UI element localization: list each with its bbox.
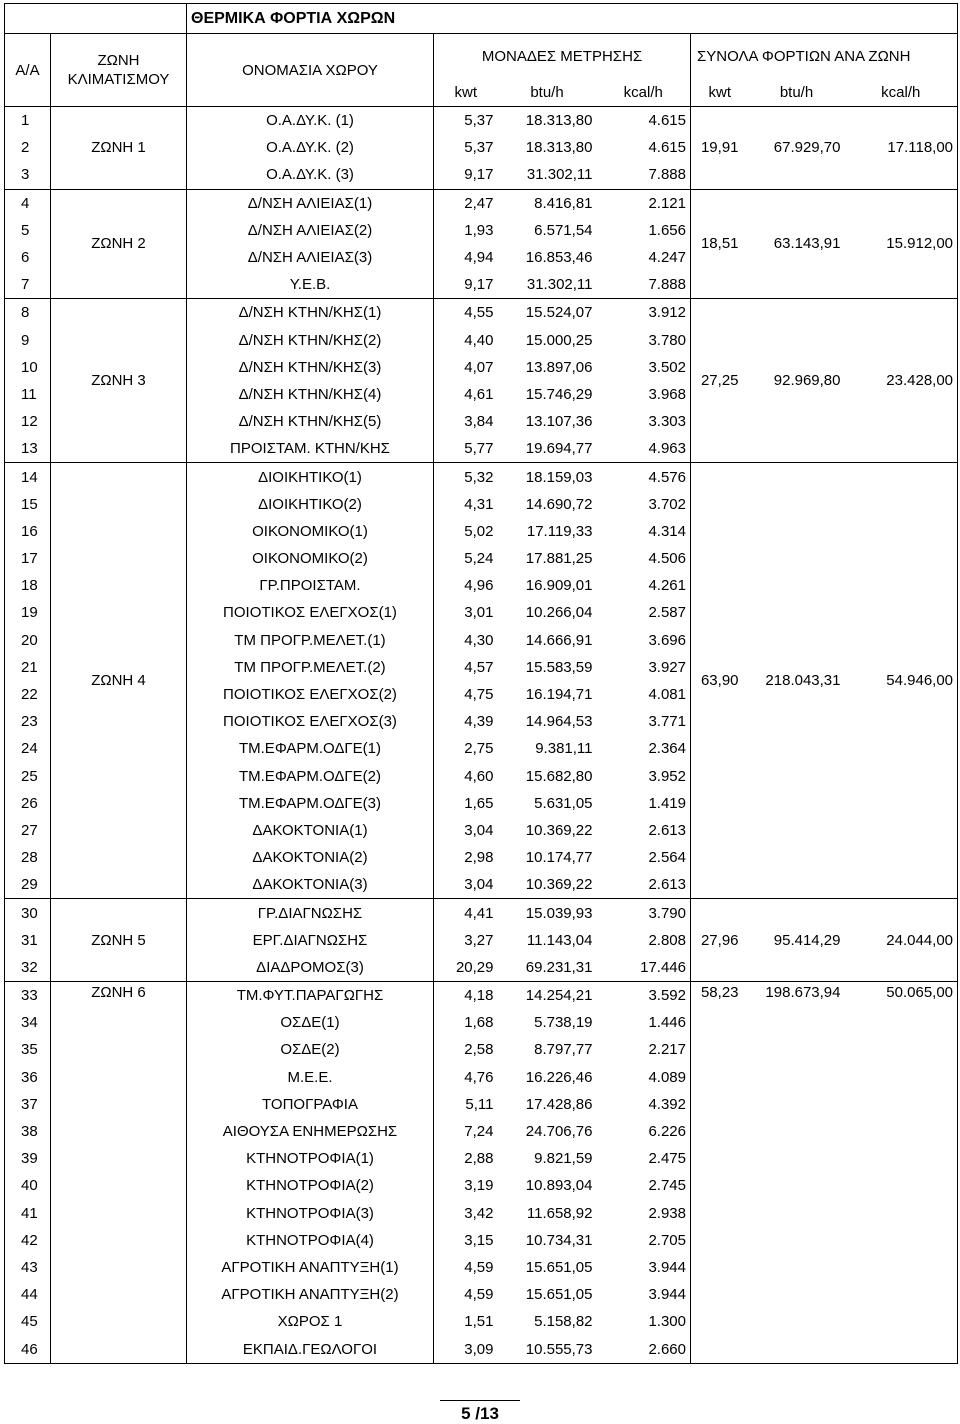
room-kcal: 1.419 [648,794,686,812]
room-btu: 15.583,59 [525,658,593,676]
room-kcal: 2.938 [648,1204,686,1222]
room-name: ΚΤΗΝΟΤΡΟΦΙΑ(1) [187,1145,434,1172]
room-kwt: 3,27 [434,927,498,954]
room-kwt: 4,31 [434,491,498,518]
room-btu: 15.682,80 [525,767,593,785]
row-number: 27 [5,817,51,844]
room-name: ΤΜ ΠΡΟΓΡ.ΜΕΛΕΤ.(1) [187,627,434,654]
zone-label: ΖΩΝΗ 1 [51,107,187,190]
room-name: ΤΜ.ΕΦΑΡΜ.ΟΔΓΕ(3) [187,790,434,817]
zone-total-kcal: 54.946,00 [845,463,958,899]
room-btu: 31.302,11 [526,276,593,294]
header-total-kwt: kwt [691,79,749,107]
row-number: 14 [5,463,51,491]
zone-total-kwt: 18,51 [691,189,749,299]
room-kwt: 1,65 [434,790,498,817]
row-number: 26 [5,790,51,817]
room-kcal: 4.261 [648,577,686,595]
room-name: ΚΤΗΝΟΤΡΟΦΙΑ(4) [187,1227,434,1254]
room-kcal: 2.705 [648,1231,686,1249]
room-kcal: 3.952 [648,767,686,785]
room-btu: 15.000,25 [525,331,593,349]
room-btu: 9.821,59 [534,1150,593,1168]
room-name: Ο.Α.ΔΥ.Κ. (2) [187,134,434,161]
room-name: ΔΑΚΟΚΤΟΝΙΑ(1) [187,817,434,844]
zone-label: ΖΩΝΗ 2 [51,189,187,299]
room-kwt: 5,32 [434,463,498,491]
room-kwt: 4,40 [434,327,498,354]
room-kcal: 3.502 [648,358,686,376]
room-btu: 14.666,91 [525,631,593,649]
room-btu: 10.734,31 [525,1231,593,1249]
room-btu: 15.651,05 [525,1286,593,1304]
room-kwt: 2,58 [434,1036,498,1063]
room-kwt: 4,41 [434,899,498,927]
room-btu: 17.428,86 [525,1095,593,1113]
row-number: 5 [5,217,51,244]
room-name: ΤΜ.ΕΦΑΡΜ.ΟΔΓΕ(1) [187,735,434,762]
room-kwt: 4,96 [434,572,498,599]
room-btu: 8.416,81 [498,189,597,217]
room-kcal: 4.963 [648,440,686,458]
room-kwt: 4,76 [434,1064,498,1091]
room-kcal: 3.780 [648,331,686,349]
row-number: 7 [5,271,51,299]
room-btu: 13.897,06 [525,358,593,376]
room-kcal: 1.656 [648,221,686,239]
room-btu: 17.881,25 [525,550,593,568]
room-name: Ο.Α.ΔΥ.Κ. (3) [187,161,434,189]
room-btu: 8.797,77 [534,1041,593,1059]
table-title: ΘΕΡΜΙΚΑ ΦΟΡΤΙΑ ΧΩΡΩΝ [187,4,958,34]
row-number: 39 [5,1145,51,1172]
room-kwt: 4,94 [434,244,498,271]
room-name: ΧΩΡΟΣ 1 [187,1308,434,1335]
room-btu: 15.039,93 [498,899,597,927]
row-number: 33 [5,982,51,1010]
zone-total-btu: 63.143,91 [749,189,845,299]
room-btu: 16.909,01 [525,577,593,595]
zone-label: ΖΩΝΗ 5 [51,899,187,982]
footer-divider [440,1400,520,1401]
row-number: 22 [5,681,51,708]
zone-total-kwt: 63,90 [691,463,749,899]
row-number: 18 [5,572,51,599]
room-kwt: 4,30 [434,627,498,654]
room-name: ΕΚΠΑΙΔ.ΓΕΩΛΟΓΟΙ [187,1335,434,1363]
room-name: ΤΜ.ΦΥΤ.ΠΑΡΑΓΩΓΗΣ [187,982,434,1010]
room-kwt: 3,01 [434,599,498,626]
room-btu: 14.690,72 [525,495,593,513]
row-number: 21 [5,654,51,681]
header-btu: btu/h [498,79,597,107]
room-btu: 10.266,04 [525,604,593,622]
row-number: 43 [5,1254,51,1281]
room-btu: 18.313,80 [525,139,593,157]
room-name: ΑΙΘΟΥΣΑ ΕΝΗΜΕΡΩΣΗΣ [187,1118,434,1145]
room-kcal: 17.446 [640,958,686,976]
room-kwt: 4,61 [434,381,498,408]
room-kcal: 2.613 [648,821,686,839]
header-kcal: kcal/h [597,79,691,107]
room-name: Δ/ΝΣΗ ΑΛΙΕΙΑΣ(1) [187,189,434,217]
room-btu: 15.651,05 [525,1258,593,1276]
row-number: 8 [5,299,51,327]
room-name: ΟΣΔΕ(2) [187,1036,434,1063]
room-kwt: 20,29 [434,954,498,982]
row-number: 29 [5,871,51,899]
room-kwt: 4,59 [434,1281,498,1308]
row-number: 1 [5,107,51,135]
room-name: ΔΙΟΙΚΗΤΙΚΟ(2) [187,491,434,518]
room-btu: 13.107,36 [525,413,593,431]
room-name: ΕΡΓ.ΔΙΑΓΝΩΣΗΣ [187,927,434,954]
room-name: Υ.Ε.Β. [187,271,434,299]
room-name: ΠΟΙΟΤΙΚΟΣ ΕΛΕΓΧΟΣ(2) [187,681,434,708]
row-number: 19 [5,599,51,626]
room-name: ΔΙΑΔΡΟΜΟΣ(3) [187,954,434,982]
room-btu: 16.226,46 [525,1068,593,1086]
row-number: 44 [5,1281,51,1308]
header-totals: ΣΥΝΟΛΑ ΦΟΡΤΙΩΝ ΑΝΑ ΖΩΝΗ [691,34,958,80]
room-kwt: 5,24 [434,545,498,572]
row-number: 35 [5,1036,51,1063]
room-kwt: 3,09 [434,1335,498,1363]
row-number: 34 [5,1009,51,1036]
row-number: 24 [5,735,51,762]
zone-total-btu: 95.414,29 [749,899,845,982]
zone-total-kcal: 50.065,00 [845,982,958,1364]
room-name: ΟΣΔΕ(1) [187,1009,434,1036]
zone-label: ΖΩΝΗ 6 [51,982,187,1364]
room-kwt: 3,15 [434,1227,498,1254]
room-btu: 24.706,76 [525,1123,593,1141]
room-kwt: 2,98 [434,844,498,871]
row-number: 37 [5,1091,51,1118]
header-units: ΜΟΝΑΔΕΣ ΜΕΤΡΗΣΗΣ [434,34,691,80]
room-kcal: 7.888 [648,276,686,294]
room-kcal: 3.702 [648,495,686,513]
zone-label: ΖΩΝΗ 4 [51,463,187,899]
room-name: Δ/ΝΣΗ ΚΤΗΝ/ΚΗΣ(5) [187,408,434,435]
room-kwt: 1,93 [434,217,498,244]
room-name: ΤΜ ΠΡΟΓΡ.ΜΕΛΕΤ.(2) [187,654,434,681]
room-name: ΑΓΡΟΤΙΚΗ ΑΝΑΠΤΥΞΗ(1) [187,1254,434,1281]
room-kcal: 3.771 [648,713,686,731]
row-number: 28 [5,844,51,871]
room-btu: 16.194,71 [525,686,593,704]
room-kcal: 6.226 [648,1123,686,1141]
row-number: 32 [5,954,51,982]
room-name: ΠΟΙΟΤΙΚΟΣ ΕΛΕΓΧΟΣ(3) [187,708,434,735]
room-kwt: 3,84 [434,408,498,435]
room-name: ΑΓΡΟΤΙΚΗ ΑΝΑΠΤΥΞΗ(2) [187,1281,434,1308]
table-row [5,189,958,217]
zone-total-kwt: 58,23 [691,982,749,1364]
row-number: 10 [5,354,51,381]
row-number: 38 [5,1118,51,1145]
room-name: Ο.Α.ΔΥ.Κ. (1) [187,107,434,135]
room-name: ΟΙΚΟΝΟΜΙΚΟ(1) [187,518,434,545]
room-kcal: 3.968 [648,385,686,403]
room-kcal: 2.564 [648,849,686,867]
zone-total-kcal: 17.118,00 [845,107,958,190]
room-name: Δ/ΝΣΗ ΚΤΗΝ/ΚΗΣ(4) [187,381,434,408]
room-kwt: 5,37 [434,134,498,161]
header-aa: Α/Α [5,34,51,107]
row-number: 25 [5,763,51,790]
room-kcal: 2.364 [648,740,686,758]
room-btu: 19.694,77 [525,440,593,458]
room-btu: 18.313,80 [498,107,597,135]
room-kwt: 5,02 [434,518,498,545]
header-kwt: kwt [434,79,498,107]
room-kwt: 9,17 [434,161,498,189]
room-btu: 5.158,82 [534,1313,593,1331]
room-kcal: 2.745 [648,1177,686,1195]
page-number: 5 /13 [461,1404,499,1423]
header-zone: ΖΩΝΗ ΚΛΙΜΑΤΙΣΜΟΥ [51,34,187,107]
row-number: 2 [5,134,51,161]
zone-total-btu: 92.969,80 [749,299,845,463]
room-name: ΤΜ.ΕΦΑΡΜ.ΟΔΓΕ(2) [187,763,434,790]
row-number: 13 [5,435,51,463]
table-row [5,982,958,1010]
header-total-kcal: kcal/h [845,79,958,107]
room-kwt: 9,17 [434,271,498,299]
room-kcal: 2.613 [648,876,686,894]
zone-total-btu: 198.673,94 [749,982,845,1364]
row-number: 23 [5,708,51,735]
room-kcal: 3.592 [597,982,691,1010]
zone-label: ΖΩΝΗ 3 [51,299,187,463]
row-number: 16 [5,518,51,545]
row-number: 40 [5,1172,51,1199]
zone-total-kwt: 27,96 [691,899,749,982]
room-kcal: 2.587 [648,604,686,622]
room-kcal: 3.912 [597,299,691,327]
room-name: Δ/ΝΣΗ ΑΛΙΕΙΑΣ(2) [187,217,434,244]
room-name: ΔΑΚΟΚΤΟΝΙΑ(3) [187,871,434,899]
room-btu: 18.159,03 [498,463,597,491]
room-kwt: 1,68 [434,1009,498,1036]
table-row [5,299,958,327]
row-number: 30 [5,899,51,927]
row-number: 17 [5,545,51,572]
room-kwt: 2,47 [434,189,498,217]
room-kwt: 4,57 [434,654,498,681]
room-kcal: 2.475 [648,1150,686,1168]
room-name: Δ/ΝΣΗ ΚΤΗΝ/ΚΗΣ(2) [187,327,434,354]
room-kcal: 4.392 [648,1095,686,1113]
room-kwt: 4,75 [434,681,498,708]
thermal-loads-table [4,3,958,1364]
room-kcal: 4.615 [648,139,686,157]
row-number: 11 [5,381,51,408]
row-number: 36 [5,1064,51,1091]
room-btu: 14.964,53 [525,713,593,731]
zone-total-kcal: 15.912,00 [845,189,958,299]
zone-total-kcal: 23.428,00 [845,299,958,463]
room-kwt: 4,60 [434,763,498,790]
room-kcal: 3.944 [648,1286,686,1304]
room-kcal: 3.696 [648,631,686,649]
room-btu: 14.254,21 [498,982,597,1010]
row-number: 3 [5,161,51,189]
room-name: ΔΑΚΟΚΤΟΝΙΑ(2) [187,844,434,871]
row-number: 42 [5,1227,51,1254]
room-btu: 15.524,07 [498,299,597,327]
room-name: ΓΡ.ΔΙΑΓΝΩΣΗΣ [187,899,434,927]
room-name: Δ/ΝΣΗ ΚΤΗΝ/ΚΗΣ(3) [187,354,434,381]
row-number: 6 [5,244,51,271]
room-kwt: 1,51 [434,1308,498,1335]
room-btu: 9.381,11 [535,740,593,758]
room-name: ΠΟΙΟΤΙΚΟΣ ΕΛΕΓΧΟΣ(1) [187,599,434,626]
room-kcal: 2.121 [597,189,691,217]
room-kwt: 5,11 [434,1091,498,1118]
room-name: Δ/ΝΣΗ ΑΛΙΕΙΑΣ(3) [187,244,434,271]
table-row [5,899,958,927]
room-name: ΚΤΗΝΟΤΡΟΦΙΑ(3) [187,1200,434,1227]
room-name: ΠΡΟΙΣΤΑΜ. ΚΤΗΝ/ΚΗΣ [187,435,434,463]
room-kwt: 4,18 [434,982,498,1010]
room-btu: 10.893,04 [525,1177,593,1195]
room-btu: 6.571,54 [534,221,593,239]
room-kwt: 4,59 [434,1254,498,1281]
room-kcal: 1.300 [648,1313,686,1331]
row-number: 9 [5,327,51,354]
room-kwt: 3,04 [434,817,498,844]
room-name: ΓΡ.ΠΡΟΙΣΤΑΜ. [187,572,434,599]
zone-total-btu: 67.929,70 [749,107,845,190]
room-btu: 10.555,73 [498,1335,597,1363]
room-name: ΟΙΚΟΝΟΜΙΚΟ(2) [187,545,434,572]
room-btu: 16.853,46 [525,249,593,267]
room-kwt: 4,07 [434,354,498,381]
room-kcal: 4.081 [648,686,686,704]
row-number: 15 [5,491,51,518]
room-kcal: 4.506 [648,550,686,568]
room-kwt: 3,42 [434,1200,498,1227]
room-kcal: 4.615 [597,107,691,135]
room-kcal: 2.217 [648,1041,686,1059]
room-kwt: 3,04 [434,871,498,899]
header-total-btu: btu/h [749,79,845,107]
zone-total-btu: 218.043,31 [749,463,845,899]
room-kcal: 4.314 [648,522,686,540]
row-number: 41 [5,1200,51,1227]
row-number: 20 [5,627,51,654]
room-kwt: 7,24 [434,1118,498,1145]
room-kcal: 3.303 [648,413,686,431]
room-name: ΔΙΟΙΚΗΤΙΚΟ(1) [187,463,434,491]
room-name: ΤΟΠΟΓΡΑΦΙΑ [187,1091,434,1118]
room-name: Δ/ΝΣΗ ΚΤΗΝ/ΚΗΣ(1) [187,299,434,327]
zone-total-kwt: 27,25 [691,299,749,463]
room-kcal: 3.790 [597,899,691,927]
room-btu: 11.143,04 [526,931,593,949]
room-kwt: 2,75 [434,735,498,762]
row-number: 46 [5,1335,51,1363]
room-btu: 5.738,19 [534,1014,593,1032]
room-kcal: 4.576 [597,463,691,491]
room-name: Μ.Ε.Ε. [187,1064,434,1091]
room-kcal: 2.660 [597,1335,691,1363]
room-kcal: 2.808 [648,931,686,949]
room-btu: 10.369,22 [525,821,593,839]
room-kcal: 7.888 [648,166,686,184]
room-btu: 10.369,22 [525,876,593,894]
room-btu: 10.174,77 [525,849,593,867]
room-btu: 31.302,11 [526,166,593,184]
room-kwt: 5,77 [434,435,498,463]
room-kcal: 1.446 [648,1014,686,1032]
room-kwt: 5,37 [434,107,498,135]
room-kcal: 4.089 [648,1068,686,1086]
row-number: 12 [5,408,51,435]
room-kwt: 3,19 [434,1172,498,1199]
room-name: ΚΤΗΝΟΤΡΟΦΙΑ(2) [187,1172,434,1199]
room-btu: 69.231,31 [525,958,593,976]
zone-total-kwt: 19,91 [691,107,749,190]
table-row [5,107,958,135]
row-number: 31 [5,927,51,954]
header-name: ΟΝΟΜΑΣΙΑ ΧΩΡΟΥ [187,34,434,107]
zone-total-kcal: 24.044,00 [845,899,958,982]
room-kcal: 4.247 [648,249,686,267]
room-kcal: 3.927 [648,658,686,676]
room-kcal: 3.944 [648,1258,686,1276]
room-btu: 15.746,29 [525,385,593,403]
table-row [5,463,958,491]
room-btu: 11.658,92 [526,1204,593,1222]
row-number: 45 [5,1308,51,1335]
room-kwt: 4,39 [434,708,498,735]
room-btu: 17.119,33 [526,522,593,540]
room-kwt: 2,88 [434,1145,498,1172]
row-number: 4 [5,189,51,217]
room-btu: 5.631,05 [534,794,593,812]
room-kwt: 4,55 [434,299,498,327]
